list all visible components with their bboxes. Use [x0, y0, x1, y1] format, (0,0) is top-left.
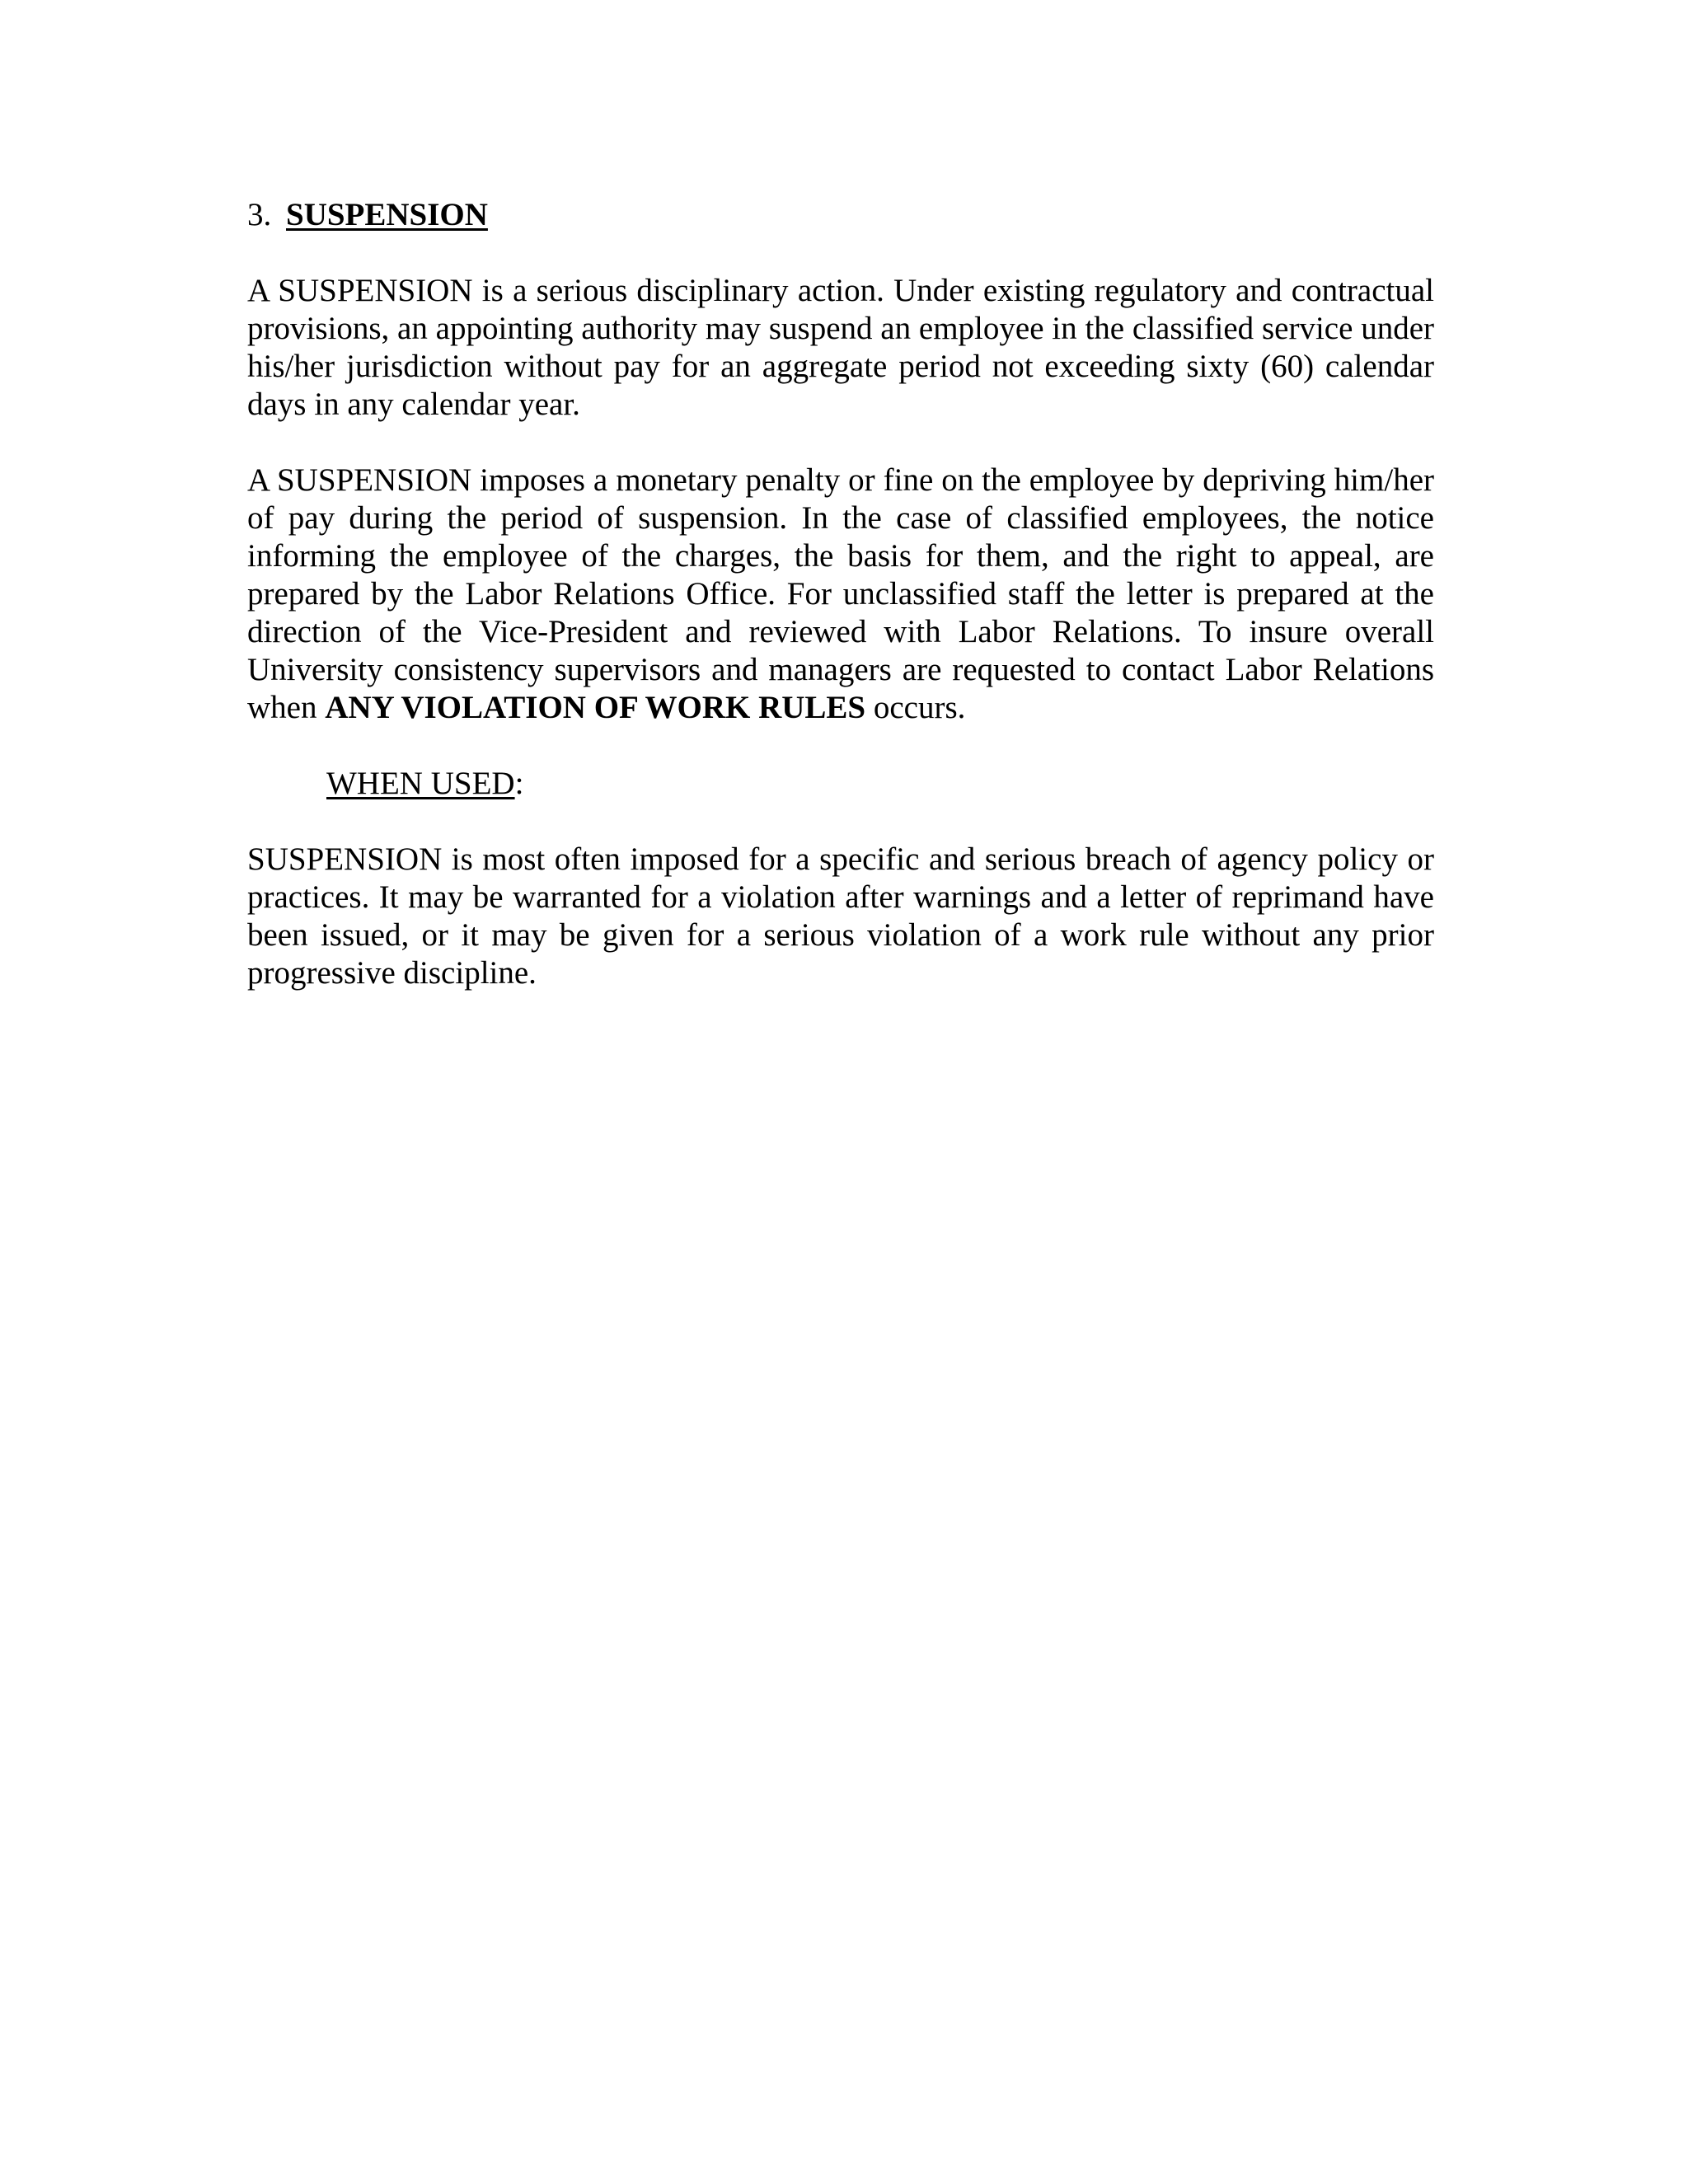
section-heading [247, 196, 1434, 234]
section-title: SUSPENSION [286, 197, 488, 232]
work-rules-emphasis: ANY VIOLATION OF WORK RULES [325, 690, 866, 725]
paragraph-when-used: SUSPENSION is most often imposed for a specific and serious breach of agency policy or practices. It may be warranted for a violation after warnings and a letter of reprimand have been issued, or it may be given for a serious violation of a work rule without any prior progressive discipline. [247, 841, 1434, 991]
paragraph-penalty-text: A SUSPENSION imposes a monetary penalty or fine on the employee by depriving him/her of pay during the period of suspension. In the case of classified employees, the notice informing the employee of the charges, the basis for them, and the right to appeal, are prepared by the Labor Relations Office. For unclassified staff the letter is prepared at the direction of the Vice-President and reviewed with Labor Relations. To insure overall University consistency supervisors and managers are requested to contact Labor Relations when [247, 462, 1434, 725]
when-used-heading [326, 765, 1434, 803]
when-used-colon: : [514, 766, 524, 801]
paragraph-penalty-end: occurs. [865, 690, 966, 725]
section-number: 3. [247, 197, 272, 232]
when-used-label: WHEN USED [326, 766, 515, 801]
document-body [247, 196, 1434, 1030]
paragraph-definition: A SUSPENSION is a serious disciplinary action. Under existing regulatory and contractual provisions, an appointing authority may suspend an employee in the classified service under his/her jurisdiction without pay for an aggregate period not exceeding sixty (60) calendar days in any calendar year. [247, 273, 1434, 422]
paragraph-penalty [247, 462, 1434, 727]
